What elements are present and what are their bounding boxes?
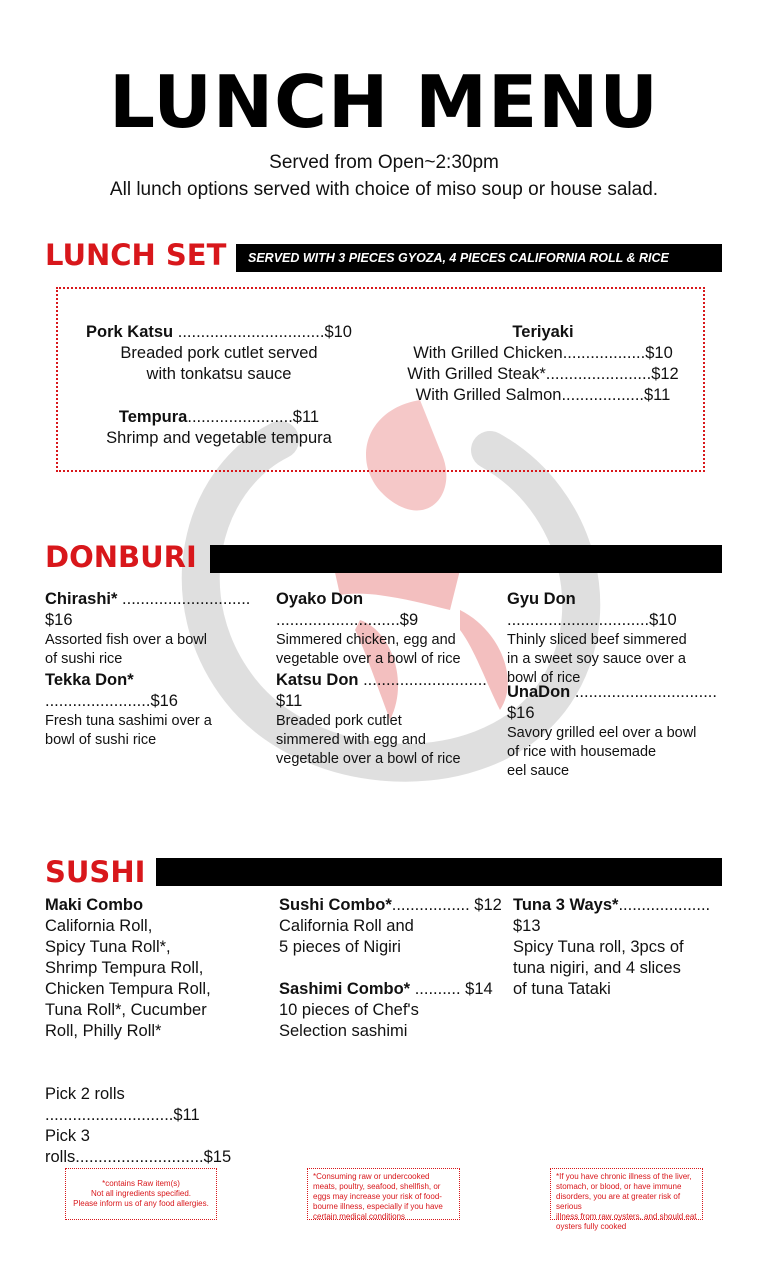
note-line: stomach, or blood, or have immune (556, 1182, 682, 1191)
maki-combo-line: Tuna Roll*, Cucumber (45, 1001, 207, 1019)
donburi-item-desc: Simmered chicken, egg and (276, 632, 456, 648)
sushi-combo-dots: ................. (391, 896, 470, 914)
tuna-3-ways-item (513, 895, 738, 1000)
donburi-bar (210, 545, 722, 573)
oyster-warning-note (550, 1168, 703, 1231)
donburi-item-dots: ............................ (122, 590, 251, 608)
donburi-item-price: $16 (45, 611, 73, 629)
note-line: oysters fully cooked (556, 1222, 627, 1231)
donburi-item-dots: ............................... (507, 611, 650, 629)
teriyaki-name: Teriyaki (512, 323, 574, 341)
tempura-item (60, 407, 378, 449)
donburi-item-desc: Thinly sliced beef simmered (507, 632, 687, 648)
donburi-item (45, 589, 260, 669)
tuna-3-ways-dots: .................... (618, 896, 711, 914)
lunch-set-title: LUNCH SET (45, 238, 227, 272)
teriyaki-option-price: $12 (651, 365, 679, 383)
maki-combo-line: Chicken Tempura Roll, (45, 980, 211, 998)
donburi-item-desc: eel sauce (507, 763, 570, 779)
pork-katsu-name: Pork Katsu (86, 323, 174, 341)
donburi-item-name: Gyu Don (507, 590, 576, 608)
pick-price: $15 (203, 1148, 232, 1166)
note-line: *If you have chronic illness of the liver, (556, 1172, 692, 1181)
pork-katsu-dots: ................................ (177, 323, 325, 341)
donburi-item-name: Tekka Don* (45, 671, 134, 689)
donburi-item-name: Katsu Don (276, 671, 359, 689)
sashimi-combo-dots: .......... (414, 980, 461, 998)
teriyaki-option-label: With Grilled Chicken (413, 344, 563, 362)
donburi-item-dots: ............................... (574, 683, 717, 701)
pork-katsu-price: $10 (324, 323, 352, 341)
sushi-title: SUSHI (45, 855, 146, 889)
sushi-bar (156, 858, 722, 886)
donburi-item-name: Chirashi* (45, 590, 118, 608)
maki-combo-item (45, 895, 275, 1042)
maki-combo-line: Spicy Tuna Roll*, (45, 938, 171, 956)
pick-price: $11 (173, 1106, 200, 1124)
lunch-set-note: SERVED WITH 3 PIECES GYOZA, 4 PIECES CALIFORNIA ROLL & RICE (248, 251, 669, 265)
tuna-3-ways-line: tuna nigiri, and 4 slices (513, 959, 681, 977)
pork-katsu-desc1: Breaded pork cutlet served (120, 344, 318, 362)
sashimi-combo-line: 10 pieces of Chef's (279, 1001, 419, 1019)
maki-pick-options (45, 1084, 275, 1168)
teriyaki-option (395, 385, 691, 406)
donburi-item-desc: Savory grilled eel over a bowl (507, 725, 697, 741)
pick-dots: ............................ (75, 1148, 204, 1166)
pork-katsu-item (60, 322, 378, 385)
donburi-item-desc: vegetable over a bowl of rice (276, 751, 461, 767)
donburi-item-price: $16 (150, 692, 178, 710)
tuna-3-ways-name: Tuna 3 Ways* (513, 896, 619, 914)
pork-katsu-desc2: with tonkatsu sauce (146, 365, 292, 383)
maki-combo-name: Maki Combo (45, 896, 144, 914)
teriyaki-option-dots: ....................... (545, 365, 652, 383)
maki-combo-line: California Roll, (45, 917, 153, 935)
note-line: *contains Raw item(s) (102, 1179, 180, 1188)
teriyaki-option-label: With Grilled Salmon (415, 386, 562, 404)
donburi-item-desc: of rice with housemade (507, 744, 657, 760)
pick-label: Pick 3 rolls (45, 1127, 90, 1166)
teriyaki-option-label: With Grilled Steak* (407, 365, 546, 383)
sushi-combo-price: $12 (474, 896, 502, 914)
sashimi-combo-item (279, 979, 509, 1042)
donburi-item-desc: of sushi rice (45, 651, 123, 667)
consumption-warning-note (307, 1168, 460, 1220)
tempura-dots: ....................... (187, 408, 293, 426)
donburi-item-desc: bowl of sushi rice (45, 732, 157, 748)
tempura-name: Tempura (118, 408, 188, 426)
donburi-item (276, 670, 491, 769)
note-line: Not all ingredients specified. (90, 1189, 192, 1198)
page-title: LUNCH MENU (109, 60, 659, 144)
donburi-item (276, 589, 491, 669)
donburi-item-desc: Fresh tuna sashimi over a (45, 713, 212, 729)
pick-2-rolls (45, 1084, 275, 1126)
donburi-item (507, 589, 727, 688)
donburi-item-dots: ....................... (45, 692, 151, 710)
served-hours: Served from Open~2:30pm (269, 152, 499, 173)
donburi-item-price: $9 (399, 611, 419, 629)
donburi-item-name: Oyako Don (276, 590, 364, 608)
sushi-combo-item (279, 895, 509, 958)
donburi-item-desc: Assorted fish over a bowl (45, 632, 207, 648)
donburi-item-price: $11 (276, 692, 303, 710)
teriyaki-option-price: $10 (645, 344, 673, 362)
tempura-price: $11 (292, 408, 320, 426)
note-line: Please inform us of any food allergies. (73, 1199, 209, 1208)
sashimi-combo-line: Selection sashimi (279, 1022, 408, 1040)
donburi-item (45, 670, 260, 750)
sushi-combo-name: Sushi Combo* (279, 896, 392, 914)
teriyaki-option (395, 364, 691, 385)
donburi-item-desc: bowl of rice (507, 670, 581, 686)
donburi-item-desc: simmered with egg and (276, 732, 426, 748)
donburi-item (507, 682, 727, 781)
donburi-title: DONBURI (45, 540, 197, 574)
note-line: illness from raw oysters, and should eat (556, 1212, 697, 1221)
donburi-item-desc: vegetable over a bowl of rice (276, 651, 461, 667)
sushi-combo-line: California Roll and (279, 917, 414, 935)
donburi-item-desc: Breaded pork cutlet (276, 713, 402, 729)
teriyaki-option (395, 343, 691, 364)
donburi-item-dots: ........................... (363, 671, 487, 689)
tuna-3-ways-line: of tuna Tataki (513, 980, 611, 998)
sashimi-combo-name: Sashimi Combo* (279, 980, 411, 998)
pick-3-rolls (45, 1126, 275, 1168)
note-line: disorders, you are at greater risk of serious (556, 1192, 681, 1211)
maki-combo-line: Roll, Philly Roll* (45, 1022, 162, 1040)
teriyaki-item (395, 322, 691, 406)
donburi-item-price: $10 (649, 611, 677, 629)
raw-items-note (65, 1168, 217, 1220)
note-line: bourne illness, especially if you have (313, 1202, 443, 1211)
sashimi-combo-price: $14 (465, 980, 493, 998)
tuna-3-ways-price: $13 (513, 917, 541, 935)
teriyaki-option-dots: .................. (561, 386, 644, 404)
teriyaki-option-price: $11 (644, 386, 671, 404)
pick-label: Pick 2 rolls (45, 1085, 125, 1103)
lunch-options-note: All lunch options served with choice of miso soup or house salad. (109, 179, 659, 200)
pick-dots: ............................ (45, 1106, 174, 1124)
note-line: *Consuming raw or undercooked (313, 1172, 430, 1181)
maki-combo-line: Shrimp Tempura Roll, (45, 959, 204, 977)
donburi-item-name: UnaDon (507, 683, 571, 701)
donburi-item-price: $16 (507, 704, 535, 722)
teriyaki-option-dots: .................. (562, 344, 646, 362)
donburi-item-desc: in a sweet soy sauce over a (507, 651, 686, 667)
note-line: eggs may increase your risk of food- (313, 1192, 442, 1201)
tuna-3-ways-line: Spicy Tuna roll, 3pcs of (513, 938, 684, 956)
sushi-combo-line: 5 pieces of Nigiri (279, 938, 401, 956)
lunch-set-bar (236, 244, 722, 272)
note-line: certain medical conditions (313, 1212, 406, 1221)
donburi-item-dots: ........................... (276, 611, 400, 629)
tempura-desc: Shrimp and vegetable tempura (106, 429, 332, 447)
note-line: meats, poultry, seafood, shellfish, or (313, 1182, 441, 1191)
